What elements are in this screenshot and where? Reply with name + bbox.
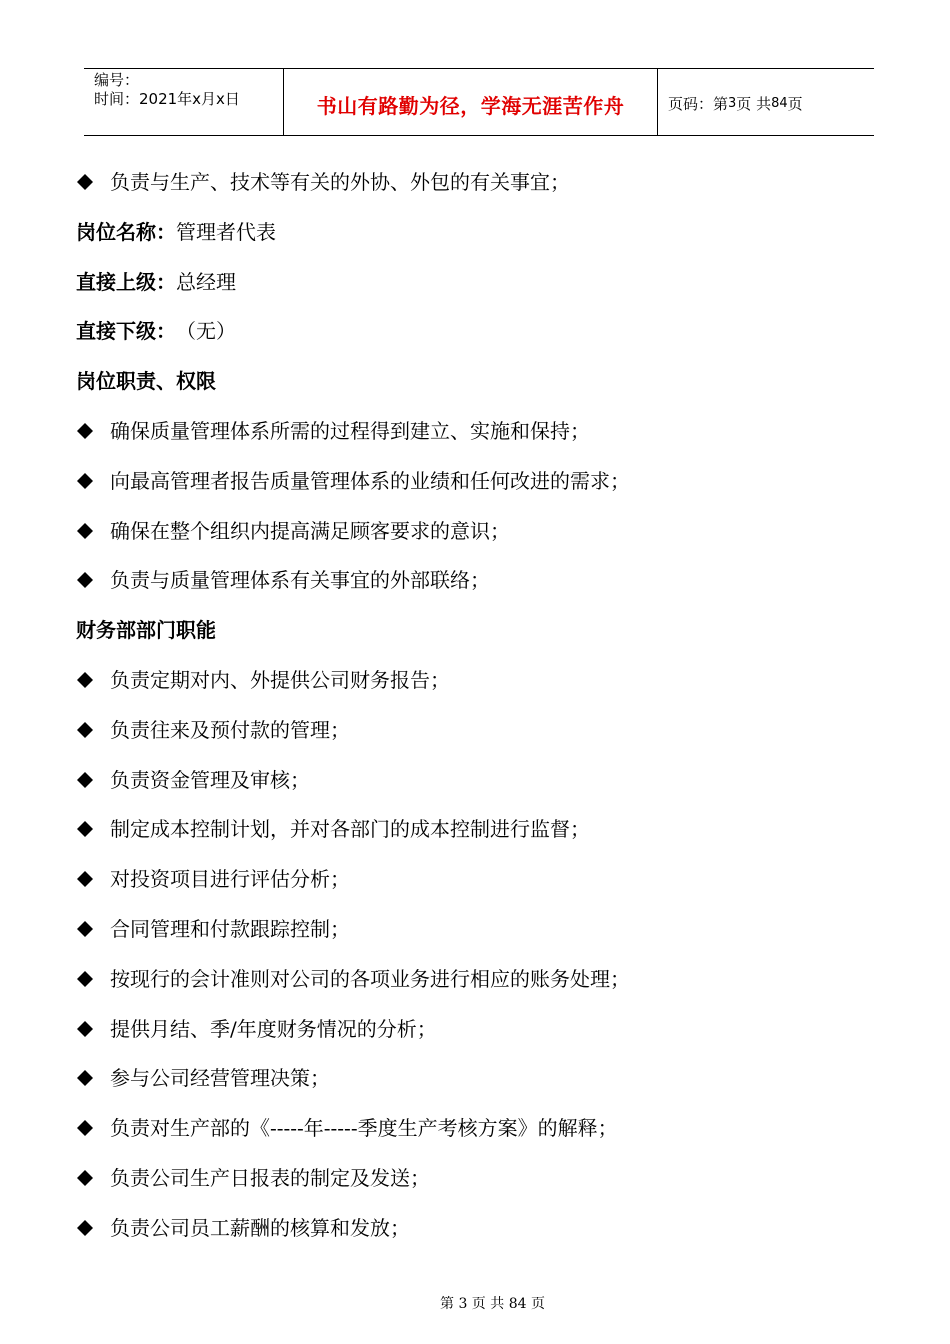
section-heading-text: 岗位职责、权限 bbox=[76, 369, 216, 394]
bullet-item bbox=[76, 865, 876, 915]
bullet-item bbox=[76, 1214, 876, 1264]
bullet-item bbox=[76, 467, 876, 517]
bullet-item bbox=[76, 716, 876, 766]
header-page-number bbox=[658, 69, 874, 135]
diamond-bullet-icon bbox=[76, 1064, 110, 1092]
section-heading-text: 财务部部门职能 bbox=[76, 618, 216, 643]
field-label: 直接上级： bbox=[76, 269, 176, 294]
diamond-bullet-icon bbox=[76, 1214, 110, 1242]
bullet-item bbox=[76, 1114, 876, 1164]
bullet-text: 负责公司员工薪酬的核算和发放； bbox=[110, 1215, 410, 1240]
bullet-item bbox=[76, 915, 876, 965]
bullet-item bbox=[76, 815, 876, 865]
bullet-text: 负责与质量管理体系有关事宜的外部联络； bbox=[110, 568, 490, 593]
bullet-text: 对投资项目进行评估分析； bbox=[110, 867, 350, 892]
diamond-bullet-icon bbox=[76, 815, 110, 843]
page-mid: 页 共 bbox=[736, 94, 772, 113]
diamond-bullet-icon bbox=[76, 517, 110, 545]
diamond-bullet-icon bbox=[76, 168, 110, 196]
field-label: 岗位名称： bbox=[76, 219, 176, 244]
field-line bbox=[76, 317, 876, 367]
bullet-item bbox=[76, 417, 876, 467]
field-line bbox=[76, 218, 876, 268]
document-date: 时间：2021年x月x日 bbox=[94, 90, 240, 108]
page-prefix: 页码：第 bbox=[668, 94, 729, 113]
bullet-text: 确保在整个组织内提高满足顾客要求的意识； bbox=[110, 518, 510, 543]
bullet-text: 负责公司生产日报表的制定及发送； bbox=[110, 1165, 430, 1190]
field-line bbox=[76, 268, 876, 318]
bullet-item bbox=[76, 517, 876, 567]
diamond-bullet-icon bbox=[76, 566, 110, 594]
diamond-bullet-icon bbox=[76, 1114, 110, 1142]
bullet-text: 参与公司经营管理决策； bbox=[110, 1066, 330, 1091]
bullet-text: 负责定期对内、外提供公司财务报告； bbox=[110, 667, 450, 692]
bullet-text: 制定成本控制计划，并对各部门的成本控制进行监督； bbox=[110, 817, 590, 842]
page-total: 84 bbox=[771, 95, 788, 111]
diamond-bullet-icon bbox=[76, 1015, 110, 1043]
field-value: （无） bbox=[176, 319, 236, 344]
bullet-text: 负责对生产部的《-----年-----季度生产考核方案》的解释； bbox=[110, 1116, 618, 1141]
diamond-bullet-icon bbox=[76, 1164, 110, 1192]
field-value: 总经理 bbox=[176, 269, 236, 294]
bullet-text: 负责资金管理及审核； bbox=[110, 767, 310, 792]
bullet-item bbox=[76, 1064, 876, 1114]
bullet-item bbox=[76, 666, 876, 716]
section-heading bbox=[76, 367, 876, 417]
diamond-bullet-icon bbox=[76, 716, 110, 744]
bullet-text: 提供月结、季/年度财务情况的分析； bbox=[110, 1016, 437, 1041]
bullet-item bbox=[76, 965, 876, 1015]
diamond-bullet-icon bbox=[76, 666, 110, 694]
page-suffix: 页 bbox=[787, 94, 803, 113]
page-header bbox=[84, 68, 874, 136]
diamond-bullet-icon bbox=[76, 417, 110, 445]
header-motto: 书山有路勤为径，学海无涯苦作舟 bbox=[316, 93, 625, 118]
section-heading bbox=[76, 616, 876, 666]
bullet-text: 负责与生产、技术等有关的外协、外包的有关事宜； bbox=[110, 170, 570, 194]
page-current: 3 bbox=[728, 95, 737, 111]
field-value: 管理者代表 bbox=[176, 219, 276, 244]
diamond-bullet-icon bbox=[76, 766, 110, 794]
bullet-item bbox=[76, 566, 876, 616]
diamond-bullet-icon bbox=[76, 915, 110, 943]
bullet-text: 按现行的会计准则对公司的各项业务进行相应的账务处理； bbox=[110, 966, 630, 991]
bullet-item bbox=[76, 766, 876, 816]
bullet-item bbox=[76, 1164, 876, 1214]
bullet-item bbox=[76, 168, 876, 218]
diamond-bullet-icon bbox=[76, 865, 110, 893]
bullet-item bbox=[76, 1015, 876, 1065]
bullet-text: 负责往来及预付款的管理； bbox=[110, 717, 350, 742]
header-meta bbox=[84, 69, 284, 135]
document-body bbox=[76, 168, 876, 1264]
header-motto-cell bbox=[284, 69, 658, 135]
bullet-text: 向最高管理者报告质量管理体系的业绩和任何改进的需求； bbox=[110, 468, 630, 493]
diamond-bullet-icon bbox=[76, 965, 110, 993]
page-footer: 第 3 页 共 84 页 bbox=[440, 1296, 545, 1312]
bullet-text: 合同管理和付款跟踪控制； bbox=[110, 916, 350, 941]
bullet-text: 确保质量管理体系所需的过程得到建立、实施和保持； bbox=[110, 418, 590, 443]
diamond-bullet-icon bbox=[76, 467, 110, 495]
document-number-label: 编号： bbox=[94, 71, 140, 89]
field-label: 直接下级： bbox=[76, 319, 176, 344]
